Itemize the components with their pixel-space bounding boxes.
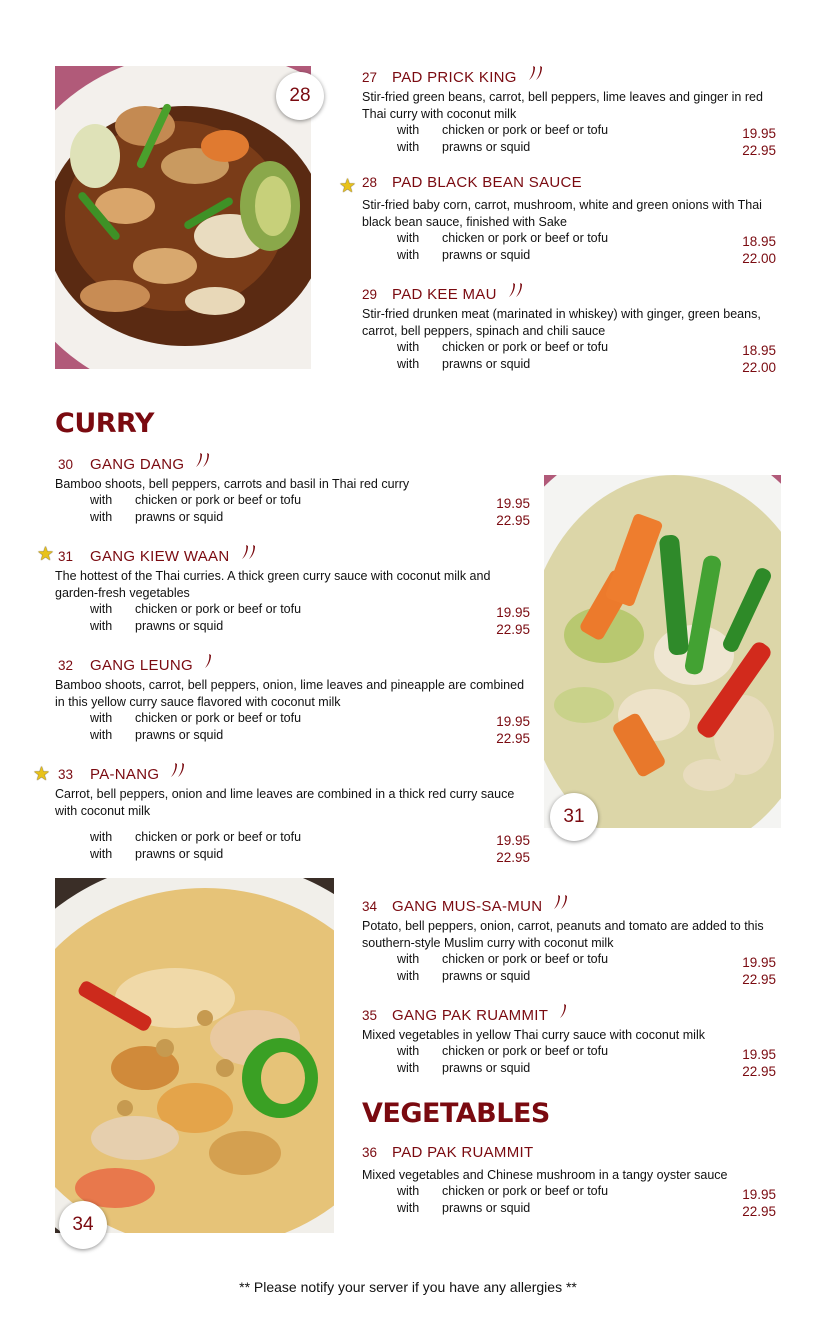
- menu-item-35: [362, 1004, 776, 1078]
- item-number: 33: [58, 767, 74, 782]
- menu-item-27: [362, 66, 776, 157]
- item-name: GANG LEUNG: [90, 657, 194, 674]
- item-number: 31: [58, 549, 74, 564]
- item-description: The hottest of the Thai curries. A thick green curry sauce with coconut milk and garden-fresh vegetables: [55, 569, 491, 600]
- option-row: with chicken or pork or beef or tofu 19.95: [397, 123, 776, 141]
- price: 19.95: [496, 833, 530, 848]
- item-description: Mixed vegetables and Chinese mushroom in a tangy oyster sauce: [362, 1168, 728, 1182]
- dish-photo-31: [544, 475, 781, 828]
- item-number: 27: [362, 70, 378, 85]
- price: 18.95: [742, 343, 776, 358]
- menu-item-33: [55, 763, 530, 864]
- price: 22.95: [496, 513, 530, 528]
- item-number: 36: [362, 1145, 378, 1160]
- option-row: with prawns or squid 22.95: [397, 140, 776, 158]
- price: 19.95: [496, 714, 530, 729]
- option-row: with chicken or pork or beef or tofu 19.95: [90, 830, 530, 848]
- option-row: with chicken or pork or beef or tofu 19.95: [397, 952, 776, 970]
- chef-recommended-star-icon: ★: [339, 176, 357, 197]
- menu-item-31: [55, 545, 530, 636]
- dish-photo-34: [55, 878, 334, 1233]
- item-number: 30: [58, 457, 74, 472]
- green-curry-image: [544, 475, 781, 828]
- price: 22.95: [742, 1204, 776, 1219]
- photo-badge-34: 34: [59, 1201, 107, 1249]
- photo-badge-31: 31: [550, 793, 598, 841]
- spicy-chili-icon: [558, 1004, 568, 1020]
- option-row: with chicken or pork or beef or tofu 18.95: [397, 340, 776, 358]
- price: 22.95: [742, 1064, 776, 1079]
- item-description: Stir-fried drunken meat (marinated in whiskey) with ginger, green beans, carrot, bell peppers, spinach and chili sauce: [362, 307, 761, 338]
- item-number: 35: [362, 1008, 378, 1023]
- massaman-curry-image: [55, 878, 334, 1233]
- spicy-chili-icon: [240, 545, 258, 561]
- item-description: Potato, bell peppers, onion, carrot, peanuts and tomato are added to this southern-style Muslim curry with coconut milk: [362, 919, 764, 950]
- price: 22.95: [742, 143, 776, 158]
- price: 22.95: [496, 731, 530, 746]
- item-description: Mixed vegetables in yellow Thai curry sauce with coconut milk: [362, 1028, 705, 1042]
- dish-photo-28: [55, 66, 311, 369]
- option-row: with prawns or squid 22.00: [397, 248, 776, 266]
- item-name: GANG KIEW WAAN: [90, 548, 230, 565]
- price: 19.95: [496, 496, 530, 511]
- item-number: 32: [58, 658, 74, 673]
- item-description: Carrot, bell peppers, onion and lime leaves are combined in a thick red curry sauce with coconut milk: [55, 787, 515, 818]
- stir-fry-image: [55, 66, 311, 369]
- option-row: with prawns or squid 22.95: [397, 1201, 776, 1219]
- option-row: with chicken or pork or beef or tofu 19.95: [90, 602, 530, 620]
- price: 19.95: [742, 1047, 776, 1062]
- option-row: with chicken or pork or beef or tofu 18.95: [397, 231, 776, 249]
- item-name: PAD BLACK BEAN SAUCE: [392, 174, 582, 191]
- spicy-chili-icon: [203, 654, 213, 670]
- price: 22.95: [496, 622, 530, 637]
- item-number: 34: [362, 899, 378, 914]
- chef-recommended-star-icon: ★: [33, 764, 51, 785]
- section-heading-curry: CURRY: [55, 408, 154, 439]
- item-description: Stir-fried green beans, carrot, bell peppers, lime leaves and ginger in red Thai curry with coconut milk: [362, 90, 763, 121]
- menu-item-32: [55, 654, 530, 745]
- menu-item-30: [55, 453, 530, 527]
- option-row: with chicken or pork or beef or tofu 19.95: [397, 1184, 776, 1202]
- spicy-chili-icon: [527, 66, 545, 82]
- spicy-chili-icon: [552, 895, 570, 911]
- menu-item-29: [362, 283, 776, 374]
- photo-badge-28: 28: [276, 72, 324, 120]
- item-name: GANG DANG: [90, 456, 185, 473]
- option-row: with prawns or squid 22.95: [90, 619, 530, 637]
- price: 22.00: [742, 251, 776, 266]
- option-row: with chicken or pork or beef or tofu 19.95: [90, 711, 530, 729]
- menu-item-28: [362, 174, 776, 265]
- price: 19.95: [742, 1187, 776, 1202]
- option-row: with prawns or squid 22.00: [397, 357, 776, 375]
- chef-recommended-star-icon: ★: [37, 544, 55, 565]
- allergy-notice: ** Please notify your server if you have any allergies **: [239, 1279, 577, 1295]
- menu-item-36: [362, 1144, 776, 1218]
- item-number: 28: [362, 175, 378, 190]
- price: 22.00: [742, 360, 776, 375]
- item-name: PA-NANG: [90, 766, 160, 783]
- price: 22.95: [496, 850, 530, 865]
- item-description: Bamboo shoots, carrot, bell peppers, onion, lime leaves and pineapple are combined in this yellow curry sauce flavored with coconut milk: [55, 678, 525, 709]
- item-name: PAD KEE MAU: [392, 286, 497, 303]
- menu-item-34: [362, 895, 776, 986]
- section-heading-vegetables: VEGETABLES: [362, 1098, 550, 1129]
- option-row: with prawns or squid 22.95: [397, 1061, 776, 1079]
- item-name: PAD PRICK KING: [392, 69, 517, 86]
- price: 22.95: [742, 972, 776, 987]
- option-row: with prawns or squid 22.95: [397, 969, 776, 987]
- option-row: with chicken or pork or beef or tofu 19.95: [90, 493, 530, 511]
- price: 19.95: [742, 955, 776, 970]
- item-name: GANG PAK RUAMMIT: [392, 1007, 549, 1024]
- item-name: GANG MUS-SA-MUN: [392, 898, 543, 915]
- spicy-chili-icon: [194, 453, 212, 469]
- item-number: 29: [362, 287, 378, 302]
- price: 18.95: [742, 234, 776, 249]
- item-description: Bamboo shoots, bell peppers, carrots and basil in Thai red curry: [55, 477, 410, 491]
- price: 19.95: [496, 605, 530, 620]
- spicy-chili-icon: [169, 763, 187, 779]
- item-name: PAD PAK RUAMMIT: [392, 1144, 534, 1161]
- option-row: with prawns or squid 22.95: [90, 847, 530, 865]
- option-row: with prawns or squid 22.95: [90, 728, 530, 746]
- option-row: with chicken or pork or beef or tofu 19.95: [397, 1044, 776, 1062]
- option-row: with prawns or squid 22.95: [90, 510, 530, 528]
- spicy-chili-icon: [507, 283, 525, 299]
- price: 19.95: [742, 126, 776, 141]
- item-description: Stir-fried baby corn, carrot, mushroom, white and green onions with Thai black bean sauce, finished with Sake: [362, 198, 762, 229]
